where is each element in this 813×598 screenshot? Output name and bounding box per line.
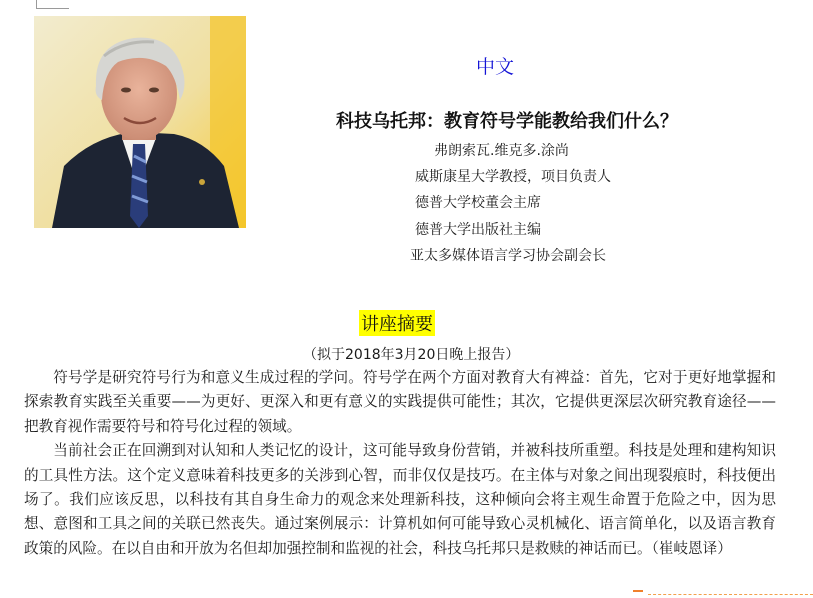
language-label: 中文 bbox=[476, 56, 515, 78]
abstract-paragraph: 当前社会正在回溯到对认知和人类记忆的设计，这可能导致身份营销，并被科技所重塑。科技是处理和建构知识的工具性方法。这个定义意味着科技更多的关涉到心智，而非仅仅是技巧。在主体与对象之间出现裂痕时，科技便出场了。我们应该反思，以科技有其自身生命力的观念来处理新科技，这种倾向会将主观生命置于危险之中，因为思想、意图和工具之间的关联已然丧失。通过案例展示：计算机如何可能导致心灵机械化、语言简单化，以及语言教育政策的风险。在以自由和开放为名但却加强控制和监视的社会，科技乌托邦只是救赎的神话而已。（崔岐恩译） bbox=[24, 442, 776, 557]
author-role: 德普大学校董会主席 bbox=[415, 195, 541, 211]
date-note: （拟于2018年3月20日晚上报告） bbox=[303, 347, 520, 363]
speaker-photo bbox=[34, 16, 246, 228]
abstract-body bbox=[24, 366, 776, 561]
lecture-title: 科技乌托邦：教育符号学能教给我们什么？ bbox=[336, 111, 678, 132]
author-role: 威斯康星大学教授，项目负责人 bbox=[415, 169, 611, 185]
author-name: 弗朗索瓦.维克多.涂尚 bbox=[434, 143, 569, 159]
author-role: 亚太多媒体语言学习协会副会长 bbox=[410, 248, 606, 264]
author-role: 德普大学出版社主编 bbox=[415, 222, 541, 238]
document-corner-mark bbox=[36, 0, 69, 9]
page-edge-line bbox=[648, 594, 813, 595]
abstract-paragraph: 符号学是研究符号行为和意义生成过程的学问。符号学在两个方面对教育大有裨益：首先，它对于更好地掌握和探索教育实践至关重要——为更好、更深入和更有意义的实践提供可能性；其次，它提供更深层次研究教育途径——把教育视作需要符号和符号化过程的领域。 bbox=[24, 369, 776, 435]
abstract-heading: 讲座摘要 bbox=[359, 310, 435, 336]
